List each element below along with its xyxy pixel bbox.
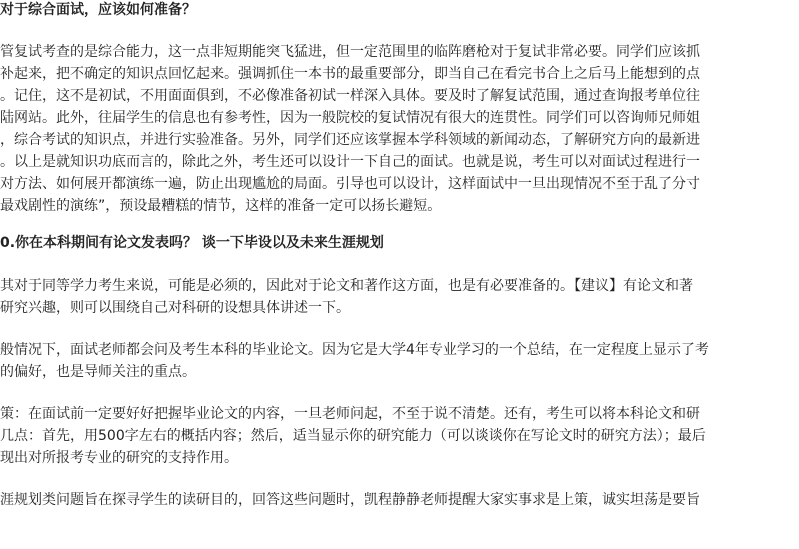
paragraph-line: 对方法、如何展开都演练一遍，防止出现尴尬的局面。引导也可以设计，这样面试中一旦出现情况不至于乱了分寸 [0, 176, 700, 192]
paragraph-line: ，综合考试的知识点，并进行实验准备。另外，同学们还应该掌握本学科领域的新闻动态，了解研究方向的最新进 [0, 132, 700, 148]
paragraph-line: 般情况下，面试老师都会问及考生本科的毕业论文。因为它是大学4年专业学习的一个总结，在一定程度上显示了考 [0, 342, 709, 358]
heading-thesis-career: 0.你在本科期间有论文发表吗？ 谈一下毕设以及未来生涯规划 [0, 235, 384, 251]
paragraph-line: 补起来，把不确定的知识点回忆起来。强调抓住一本书的最重要部分，即当自己在看完书合上之后马上能想到的点 [0, 66, 700, 82]
paragraph-line: 几点：首先，用500字左右的概括内容；然后，适当显示你的研究能力（可以谈谈你在写论文时的研究方法）；最后 [0, 428, 706, 444]
paragraph-line: 最戏剧性的演练”，预设最糟糕的情节，这样的准备一定可以扬长避短。 [0, 198, 442, 214]
paragraph-line: 涯规划类问题旨在探寻学生的读研目的，回答这些问题时，凯程静静老师提醒大家实事求是上策，诚实坦荡是要旨 [0, 492, 700, 508]
paragraph-line: 。以上是就知识功底而言的，除此之外，考生还可以设计一下自己的面试。也就是说，考生可以对面试过程进行一 [0, 154, 700, 170]
paragraph-line: 其对于同等学力考生来说，可能是必须的，因此对于论文和著作这方面，也是有必要准备的。【建议】有论文和著 [0, 278, 693, 294]
paragraph-line: 研究兴趣，则可以围绕自己对科研的设想具体讲述一下。 [0, 300, 350, 316]
paragraph-line: 陆网站。此外，往届学生的信息也有参考性，因为一般院校的复试情况有很大的连贯性。同学们可以咨询师兄师姐 [0, 110, 700, 126]
paragraph-line: 的偏好，也是导师关注的重点。 [0, 364, 196, 380]
paragraph-line: 管复试考查的是综合能力，这一点非短期能突飞猛进，但一定范围里的临阵磨枪对于复试非常必要。同学们应该抓 [0, 44, 700, 60]
paragraph-line: 策：在面试前一定要好好把握毕业论文的内容，一旦老师问起，不至于说不清楚。还有，考生可以将本科论文和研 [0, 406, 700, 422]
paragraph-line: 现出对所报考专业的研究的支持作用。 [0, 450, 238, 466]
paragraph-line: 。记住，这不是初试，不用面面俱到，不必像准备初试一样深入具体。要及时了解复试范围，通过查询报考单位往 [0, 88, 700, 104]
heading-comprehensive-interview: 对于综合面试，应该如何准备？ [0, 2, 196, 18]
